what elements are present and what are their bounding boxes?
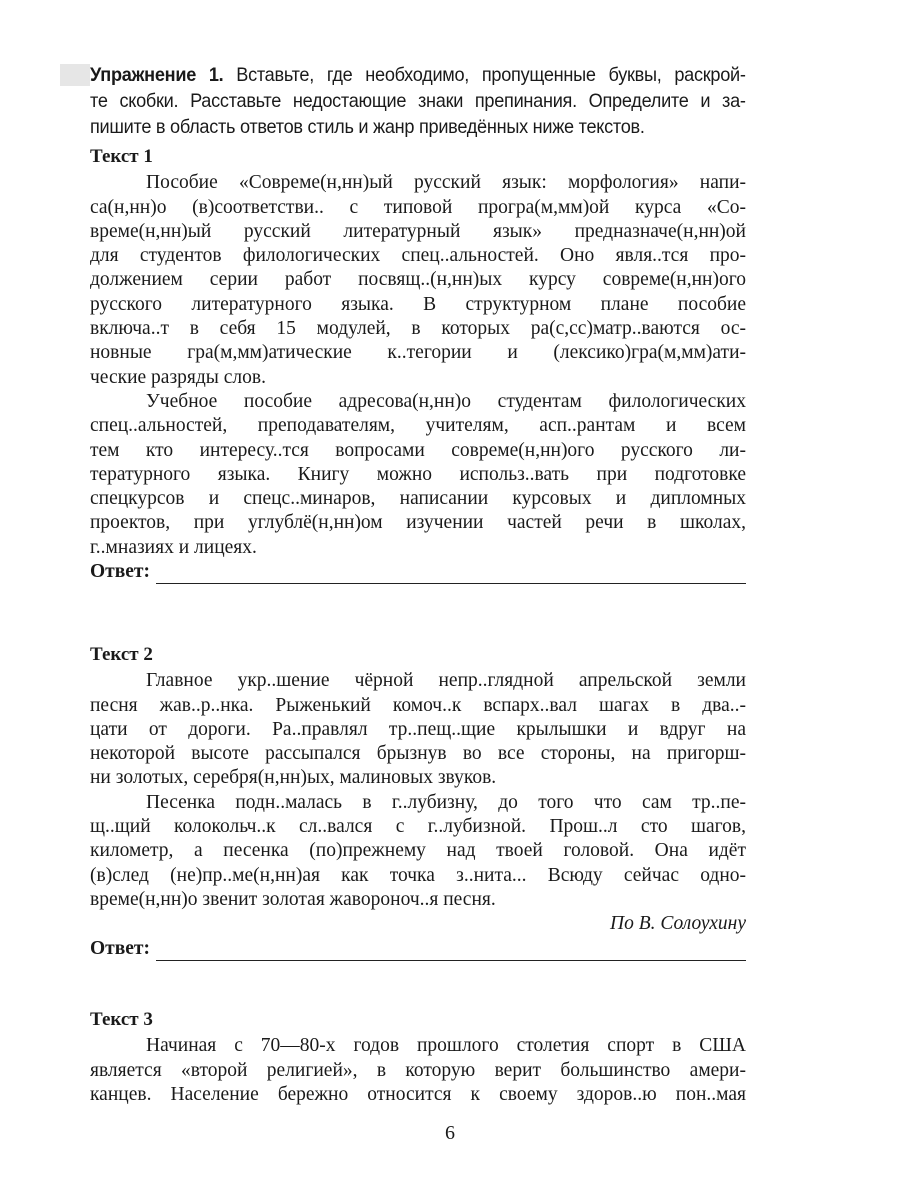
text-line: канцев. Население бережно относится к своему здоров..ю пон..мая <box>90 1083 746 1105</box>
text-line: песня жав..р..нка. Рыженький комоч..к вспарх..вал шагах в два..- <box>90 694 746 716</box>
text-line: для студентов филологических спец..альностей. Оно явля..тся про- <box>90 245 746 267</box>
text-line: километр, а песенка (по)прежнему над твоей головой. Она идёт <box>90 840 746 862</box>
instruction-line: Вставьте, где необходимо, пропущенные буквы, раскрой- <box>236 64 746 86</box>
text-line: спецкурсов и спецс..минаров, написании курсовых и дипломных <box>90 488 746 510</box>
text-2-paragraph-2 <box>90 791 746 912</box>
text-1-section <box>90 145 746 584</box>
text-line: некоторой высоте рассыпался брызнув во все стороны, на пригорш- <box>90 743 746 765</box>
text-line: Песенка подн..малась в г..лубизну, до того что сам тр..пе- <box>146 791 746 813</box>
text-line: цати от дороги. Ра..правлял тр..пещ..щие крылышки и вдруг на <box>90 718 746 740</box>
answer-label: Ответ: <box>90 561 151 583</box>
text-line: щ..щий колокольч..к сл..вался с г..лубизной. Прош..л сто шагов, <box>90 816 746 838</box>
text-line: Пособие «Совреме(н,нн)ый русский язык: морфология» напи- <box>146 172 746 194</box>
exercise-instruction <box>90 62 746 140</box>
text-2-paragraph-1 <box>90 669 746 790</box>
text-line: новные гра(м,мм)атические к..тегории и (лексико)гра(м,мм)ати- <box>90 342 746 364</box>
text-line: должением серии работ посвящ..(н,нн)ых курсу совреме(н,нн)ого <box>90 269 746 291</box>
text-line: тем кто интересу..тся вопросами совреме(н,нн)ого русского ли- <box>90 439 746 461</box>
answer-field[interactable] <box>156 942 746 961</box>
text-line: русского литературного языка. В структурном плане пособие <box>90 293 746 315</box>
text-1-paragraph-2 <box>90 390 746 560</box>
text-line: г..мназиях и лицеях. <box>90 536 257 558</box>
text-line: (в)след (не)пр..ме(н,нн)ая как точка з..нита... Всюду сейчас одно- <box>90 864 746 886</box>
answer-label: Ответ: <box>90 937 151 959</box>
text-line: проектов, при углублё(н,нн)ом изучении частей речи в школах, <box>90 512 746 534</box>
text-1-paragraph-1 <box>90 171 746 390</box>
exercise-title: Упражнение 1. <box>90 64 224 86</box>
text-1-answer <box>90 560 746 584</box>
text-2-heading: Текст 2 <box>90 644 153 665</box>
text-3-section <box>90 1008 746 1107</box>
author-attribution: По В. Солоухину <box>609 913 746 935</box>
text-2-answer <box>90 937 746 961</box>
text-line: ни золотых, серебря(н,нн)ых, малиновых звуков. <box>90 767 497 789</box>
text-line: Главное укр..шение чёрной непр..глядной апрельской земли <box>146 670 746 692</box>
text-1-heading: Текст 1 <box>90 146 153 167</box>
text-line: тературного языка. Книгу можно использ..вать при подготовке <box>90 463 746 485</box>
text-line: ческие разряды слов. <box>90 366 266 388</box>
text-line: спец..альностей, преподавателям, учителям, асп..рантам и всем <box>90 415 746 437</box>
text-line: време(н,нн)ый русский литературный язык» предназначе(н,нн)ой <box>90 220 746 242</box>
page-number: 6 <box>445 1122 455 1144</box>
text-line: включа..т в себя 15 модулей, в которых ра(с,сс)матр..ваются ос- <box>90 318 746 340</box>
text-3-heading: Текст 3 <box>90 1009 153 1030</box>
text-line: является «второй религией», в которую верит большинство амери- <box>90 1059 746 1081</box>
text-line: Начиная с 70—80-х годов прошлого столетия спорт в США <box>146 1035 746 1057</box>
instruction-line: те скобки. Расставьте недостающие знаки препинания. Определите и за- <box>90 90 746 112</box>
text-line: Учебное пособие адресова(н,нн)о студентам филологических <box>146 390 746 412</box>
text-3-paragraph-1 <box>90 1034 746 1107</box>
answer-field[interactable] <box>156 565 746 584</box>
text-2-section <box>90 643 746 961</box>
text-line: време(н,нн)о звенит золотая жавороноч..я песня. <box>90 888 496 910</box>
instruction-line: пишите в область ответов стиль и жанр приведённых ниже текстов. <box>90 116 645 138</box>
text-line: са(н,нн)о (в)соответстви.. с типовой програ(м,мм)ой курса «Со- <box>90 196 746 218</box>
exercise-highlight <box>60 64 90 86</box>
